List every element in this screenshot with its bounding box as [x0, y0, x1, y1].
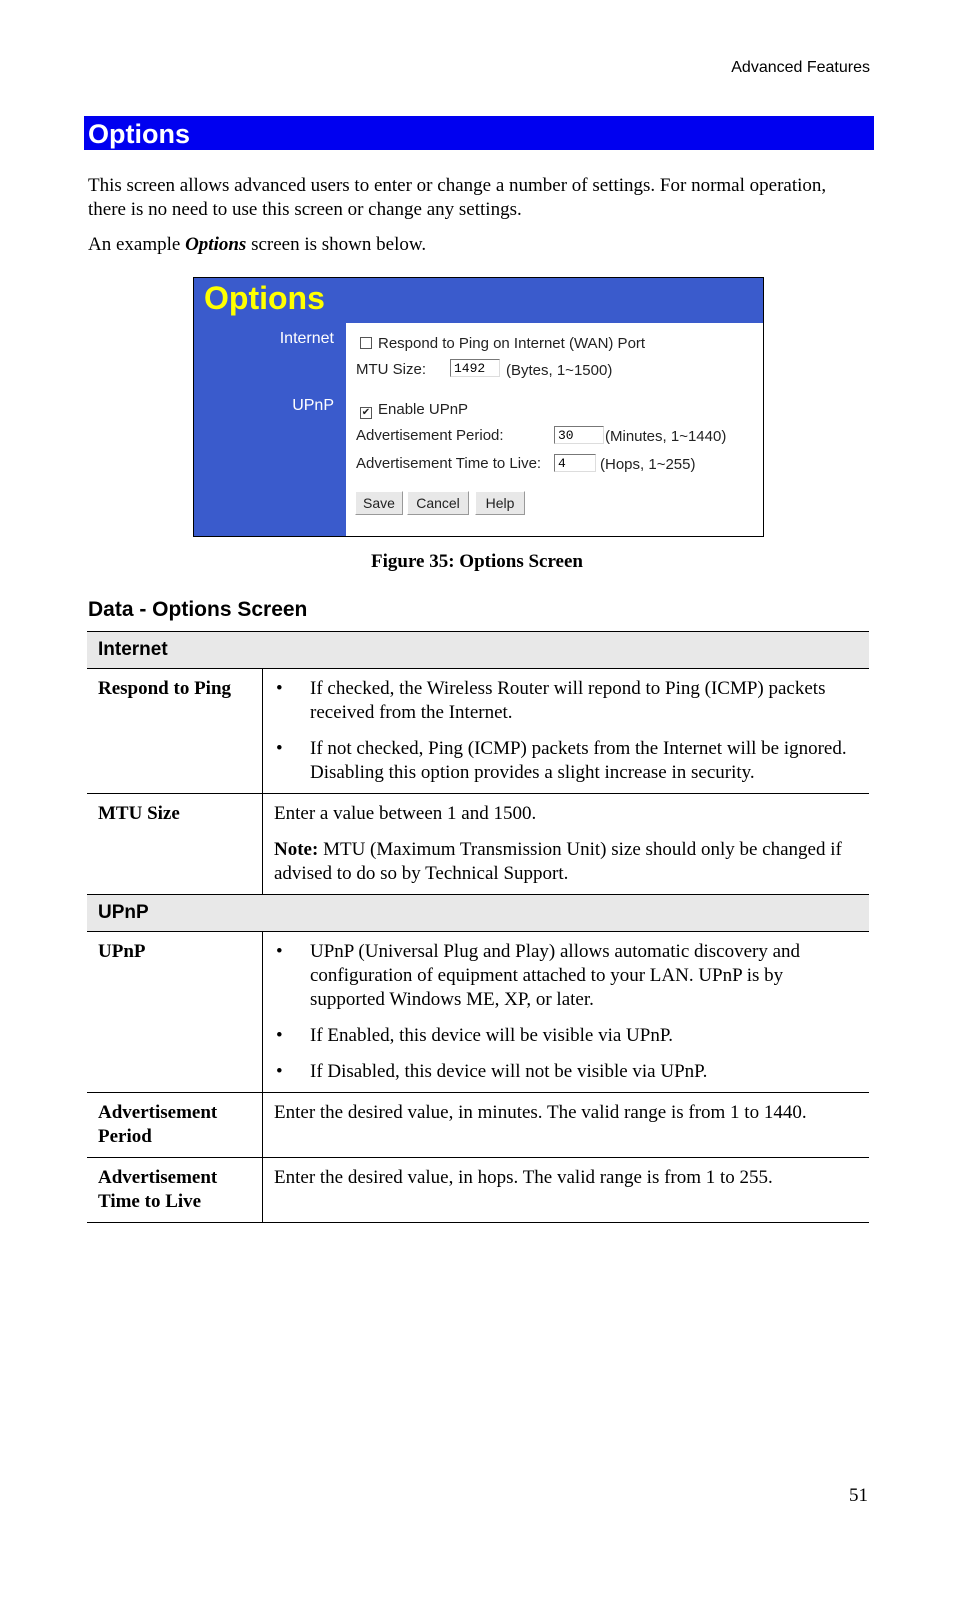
table-row — [87, 1158, 869, 1223]
running-header: Advanced Features — [731, 59, 870, 76]
enable-upnp-row — [360, 401, 468, 419]
screenshot-internet-label: Internet — [279, 330, 334, 347]
mtu-input[interactable]: 1492 — [450, 359, 500, 377]
table-row — [87, 932, 869, 1093]
row-label-adv-period: Advertisement Period — [87, 1093, 263, 1158]
enable-upnp-checkbox[interactable]: ✔ — [361, 407, 371, 418]
section-title: Options — [88, 119, 190, 149]
mtu-text: Enter a value between 1 and 1500. — [274, 803, 537, 824]
adv-ttl-hint: (Hops, 1~255) — [600, 456, 696, 473]
example-prefix: An example — [88, 234, 186, 255]
help-button[interactable]: Help — [475, 491, 525, 515]
group-label-internet: Internet — [87, 632, 869, 669]
row-label-mtu: MTU Size — [87, 794, 263, 895]
row-desc-mtu — [263, 794, 870, 895]
example-sentence — [88, 234, 426, 256]
list-item: • UPnP (Universal Plug and Play) allows automatic discovery and configuration of equipment attached to your LAN. UPnP is by supported Windows ME, XP, or later. — [274, 940, 858, 1012]
cancel-button[interactable]: Cancel — [407, 491, 469, 515]
group-row-internet — [87, 632, 869, 669]
options-screenshot — [193, 277, 764, 537]
row-label-respond-ping: Respond to Ping — [87, 669, 263, 794]
row-label-upnp: UPnP — [87, 932, 263, 1093]
save-button[interactable]: Save — [355, 491, 403, 515]
figure-caption: Figure 35: Options Screen — [371, 551, 583, 572]
row-desc-adv-ttl: Enter the desired value, in hops. The valid range is from 1 to 255. — [263, 1158, 870, 1223]
row-label-adv-ttl: Advertisement Time to Live — [87, 1158, 263, 1223]
intro-paragraph: This screen allows advanced users to enter or change a number of settings. For normal operation, there is no need to use this screen or change any settings. — [88, 175, 827, 220]
note-label: Note: — [274, 839, 319, 860]
respond-ping-row — [360, 335, 645, 352]
group-label-upnp: UPnP — [87, 895, 869, 932]
note-text: MTU (Maximum Transmission Unit) size should only be changed if advised to do so by Technical Support. — [274, 839, 842, 884]
respond-ping-checkbox[interactable] — [360, 337, 372, 349]
list-item: • If not checked, Ping (ICMP) packets from the Internet will be ignored. Disabling this option provides a slight increase in security. — [274, 737, 858, 785]
adv-period-label: Advertisement Period: — [356, 427, 504, 444]
options-data-table — [87, 631, 869, 1223]
screenshot-upnp-label: UPnP — [292, 397, 334, 414]
section-heading-bar — [84, 116, 874, 150]
mtu-label: MTU Size: — [356, 361, 427, 378]
list-item: • If Enabled, this device will be visible via UPnP. — [274, 1024, 858, 1048]
screenshot-title: Options — [204, 280, 325, 316]
row-desc-adv-period: Enter the desired value, in minutes. The valid range is from 1 to 1440. — [263, 1093, 870, 1158]
table-row — [87, 669, 869, 794]
adv-period-input[interactable]: 30 — [554, 426, 604, 444]
group-row-upnp — [87, 895, 869, 932]
table-row — [87, 1093, 869, 1158]
row-desc-upnp — [263, 932, 870, 1093]
list-item: • If Disabled, this device will not be visible via UPnP. — [274, 1060, 858, 1084]
page-number: 51 — [849, 1485, 868, 1506]
example-emphasis: Options — [185, 234, 247, 255]
enable-upnp-label: Enable UPnP — [378, 401, 469, 418]
list-item: • If checked, the Wireless Router will repond to Ping (ICMP) packets received from the Internet. — [274, 677, 858, 725]
respond-ping-label: Respond to Ping on Internet (WAN) Port — [378, 335, 646, 352]
adv-ttl-input[interactable]: 4 — [554, 454, 596, 472]
mtu-hint: (Bytes, 1~1500) — [506, 362, 613, 379]
row-desc-respond-ping — [263, 669, 870, 794]
adv-ttl-label: Advertisement Time to Live: — [356, 455, 542, 472]
adv-period-hint: (Minutes, 1~1440) — [605, 428, 727, 445]
example-suffix: screen is shown below. — [246, 234, 427, 255]
table-title: Data - Options Screen — [88, 598, 308, 621]
mtu-note — [274, 838, 858, 886]
table-row — [87, 794, 869, 895]
